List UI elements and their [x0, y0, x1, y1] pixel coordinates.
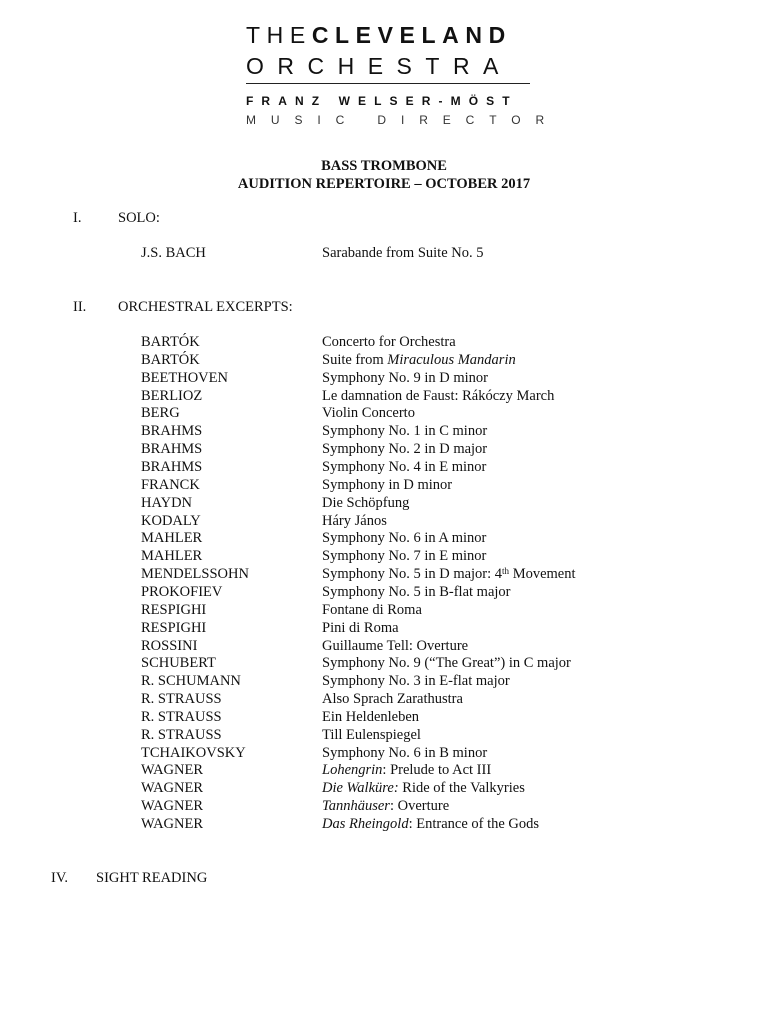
composer-name: WAGNER [141, 780, 204, 797]
composer-name: BERLIOZ [141, 387, 203, 404]
piece-title [322, 797, 449, 815]
excerpt-row [0, 744, 768, 762]
excerpt-row [0, 529, 768, 547]
piece-title [322, 547, 486, 565]
piece-title-text: Symphony No. 9 in D minor [322, 369, 488, 386]
piece-title [322, 369, 488, 387]
section-solo-number: I. [73, 210, 82, 226]
solo-row [0, 244, 768, 262]
document-subtitle: AUDITION REPERTOIRE – OCTOBER 2017 [237, 176, 531, 192]
piece-title [322, 422, 487, 440]
piece-title [322, 779, 525, 797]
piece-title-italic: Das Rheingold [322, 816, 409, 832]
piece-title-text: Ein Heldenleben [322, 708, 420, 725]
piece-title-text: Symphony No. 2 in D major [322, 441, 488, 458]
piece-title-text: Symphony No. 3 in E-flat major [322, 673, 510, 690]
piece-title-text: Háry János [322, 512, 387, 529]
piece-title-text: Symphony No. 6 in B minor [322, 744, 488, 761]
excerpt-row [0, 458, 768, 476]
piece-title [322, 708, 419, 726]
section-solo-heading: SOLO: [118, 210, 160, 226]
composer-name: MAHLER [141, 530, 203, 547]
piece-title [322, 565, 576, 583]
excerpt-row [0, 726, 768, 744]
excerpt-row [0, 404, 768, 422]
piece-title-text: Symphony No. 9 (“The Great”) in C major [322, 655, 571, 672]
piece-title-text: Symphony No. 5 in D major: 4 [322, 566, 503, 582]
composer-name: WAGNER [141, 798, 204, 815]
piece-title [322, 637, 468, 655]
composer-name: R. STRAUSS [141, 708, 222, 725]
section-sight-reading-number: IV. [51, 870, 69, 886]
piece-title-rest: Ride of the Valkyries [398, 780, 525, 797]
logo-the: THE [246, 22, 312, 48]
piece-title-rest: : Prelude to Act III [382, 762, 492, 779]
piece-title [322, 387, 554, 405]
composer-name: BRAHMS [141, 423, 203, 440]
composer-name: BRAHMS [141, 441, 203, 458]
piece-title-text: Also Sprach Zarathustra [322, 691, 463, 707]
composer-name: TCHAIKOVSKY [141, 744, 246, 761]
composer-name: R. STRAUSS [141, 726, 222, 743]
excerpt-row [0, 369, 768, 387]
piece-title [322, 512, 387, 530]
piece-title [322, 583, 511, 601]
piece-title [322, 690, 463, 708]
composer-name: RESPIGHI [141, 619, 207, 636]
piece-title-italic: Lohengrin [322, 762, 383, 779]
composer-name: KODALY [141, 512, 201, 529]
composer-name: WAGNER [141, 816, 204, 832]
excerpt-row [0, 333, 768, 351]
composer-name: BEETHOVEN [141, 369, 228, 386]
piece-title-text: Symphony in D minor [322, 476, 453, 493]
piece-title [322, 601, 422, 619]
excerpt-row [0, 565, 768, 583]
piece-title-text: Suite from [322, 351, 388, 368]
excerpt-row [0, 351, 768, 369]
excerpt-row [0, 547, 768, 565]
piece-title [322, 761, 491, 779]
orchestra-logo [246, 22, 560, 127]
piece-title [322, 672, 510, 690]
excerpt-row [0, 422, 768, 440]
piece-title [322, 440, 487, 458]
logo-director-title: MUSIC DIRECTOR [246, 113, 560, 127]
composer-name: ROSSINI [141, 637, 198, 654]
excerpt-row [0, 708, 768, 726]
logo-divider [246, 83, 530, 84]
piece-title [322, 476, 452, 494]
section-excerpts-heading: ORCHESTRAL EXCERPTS: [118, 299, 293, 315]
excerpt-row [0, 654, 768, 672]
piece-title-text: Fontane di Roma [322, 601, 422, 618]
excerpt-row [0, 797, 768, 815]
piece-title-text: Guillaume Tell: Overture [322, 637, 469, 654]
excerpt-row [0, 637, 768, 655]
composer-name: HAYDN [141, 494, 193, 511]
excerpt-row [0, 512, 768, 530]
piece-title-text: Le damnation de Faust: Rákóczy March [322, 387, 555, 404]
excerpt-row [0, 761, 768, 779]
excerpt-row [0, 779, 768, 797]
piece-title [322, 333, 456, 351]
piece-title-text: Symphony No. 1 in C minor [322, 423, 488, 440]
composer-name: R. SCHUMANN [141, 673, 241, 690]
logo-cleveland: CLEVELAND [311, 22, 512, 48]
piece-title-text: Violin Concerto [322, 405, 415, 422]
excerpt-row [0, 494, 768, 512]
composer-name: WAGNER [141, 762, 204, 779]
excerpt-row [0, 601, 768, 619]
piece-title [322, 654, 571, 672]
piece-title [322, 529, 486, 547]
composer-name: MENDELSSOHN [141, 566, 249, 582]
piece-title-rest: : Entrance of the Gods [408, 816, 540, 832]
piece-title [322, 744, 487, 762]
piece-title-italic: Miraculous Mandarin [387, 351, 516, 368]
logo-line-cleveland [246, 22, 532, 48]
composer-name: R. STRAUSS [141, 691, 222, 707]
logo-director-name: FRANZ WELSER-MÖST [246, 94, 518, 108]
piece-title-text: Till Eulenspiegel [322, 726, 421, 743]
piece-title-text: Symphony No. 6 in A minor [322, 530, 487, 547]
composer-name: PROKOFIEV [141, 583, 223, 600]
piece-title-text: Symphony No. 7 in E minor [322, 548, 487, 565]
composer-name: BERG [141, 405, 180, 422]
piece-title-text: Symphony No. 5 in B-flat major [322, 583, 511, 600]
composer-name: FRANCK [141, 476, 200, 493]
composer-name: MAHLER [141, 548, 203, 565]
piece-title-text: Die Schöpfung [322, 494, 410, 511]
piece-title [322, 351, 516, 369]
excerpt-row [0, 619, 768, 637]
composer-name: RESPIGHI [141, 601, 207, 618]
piece-title [322, 494, 409, 512]
piece-title-rest: : Overture [389, 798, 450, 815]
excerpt-row [0, 476, 768, 494]
excerpt-row [0, 387, 768, 405]
logo-orchestra: ORCHESTRA [246, 53, 512, 79]
piece-title-text: Symphony No. 4 in E minor [322, 459, 487, 475]
excerpt-row [0, 815, 768, 833]
piece-title [322, 726, 421, 744]
piece-title [322, 404, 415, 422]
section-excerpts-number: II. [73, 299, 87, 315]
composer-name: SCHUBERT [141, 655, 216, 672]
piece-title [322, 458, 486, 476]
piece-title-text: Pini di Roma [322, 619, 399, 636]
piece-title-rest: Movement [509, 566, 576, 582]
composer-name: J.S. BACH [141, 245, 206, 261]
excerpt-row [0, 440, 768, 458]
excerpt-row [0, 583, 768, 601]
composer-name: BARTÓK [141, 351, 200, 368]
piece-title [322, 619, 399, 637]
excerpt-row [0, 672, 768, 690]
piece-title-italic: Die Walküre: [322, 780, 399, 797]
document-title: BASS TROMBONE [321, 158, 447, 174]
excerpt-row [0, 690, 768, 708]
composer-name: BARTÓK [141, 334, 200, 350]
ordinal-suffix: th [502, 566, 510, 576]
composer-name: BRAHMS [141, 459, 203, 475]
piece-title: Sarabande from Suite No. 5 [322, 245, 484, 261]
piece-title-italic: Tannhäuser [322, 798, 390, 815]
section-sight-reading-heading: SIGHT READING [96, 870, 208, 886]
piece-title-text: Concerto for Orchestra [322, 334, 456, 350]
piece-title [322, 815, 539, 833]
